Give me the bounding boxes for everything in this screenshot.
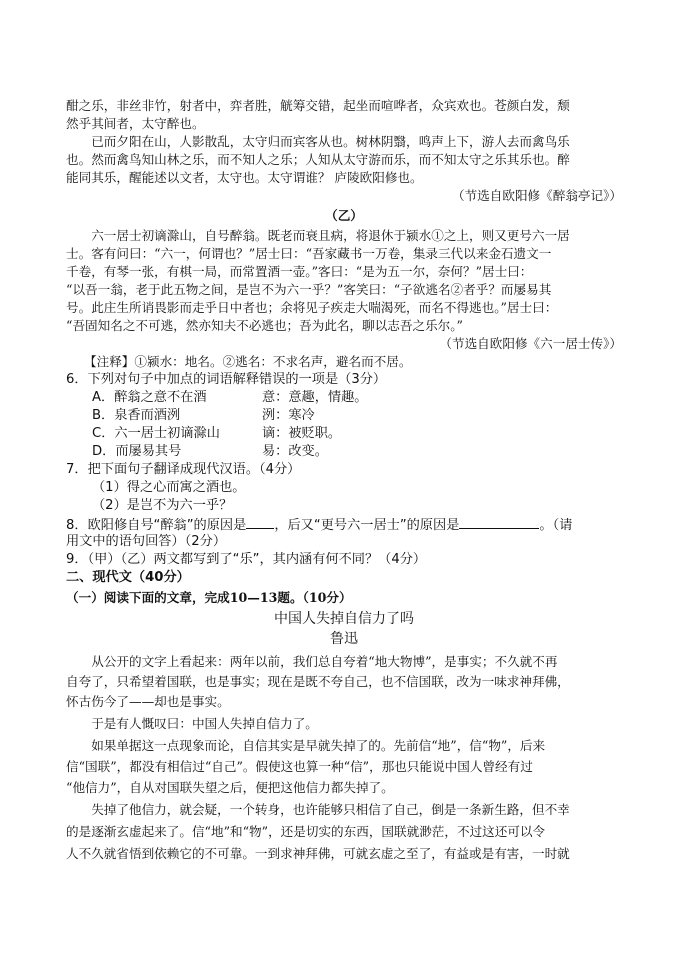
article-line-10: 人不久就省悟到依赖它的不可靠。一到求神拜佛，可就玄虚之至了，有益或是有害，一时就	[66, 846, 570, 861]
article-title: 中国人失掉自信力了吗	[274, 611, 414, 627]
article-line-5: 如果单据这一点现象而论，自信其实是早就失掉了的。先前信“地”，信“物”，后来	[66, 738, 546, 753]
section2-sub: （一）阅读下面的文章，完成10—13题。（10分）	[66, 590, 352, 605]
q8-part-3: 。（请	[539, 518, 573, 533]
yi-line-5: 号。此庄生所诮畏影而走乎日中者也；余将见子疾走大喘渴死，而名不得逃也。”居士曰：	[66, 300, 558, 315]
q8-answer-blank-1[interactable]	[246, 516, 274, 529]
jia-line-2: 然乎其间者，太守醉也。	[66, 116, 205, 131]
article-line-6: 信“国联”，都没有相信过“自己”。假使这也算一种“信”，那也只能说中国人曾经有过	[66, 759, 533, 774]
q7-item-2: （2）是岂不为六一乎？	[92, 498, 233, 513]
yi-line-1: 六一居士初谪滁山，自号醉翁。既老而衰且病，将退休于颍水①之上，则又更号六一居	[66, 228, 570, 243]
q7-stem: 7．把下面句子翻译成现代汉语。（4分）	[66, 462, 301, 477]
jia-line-3: 已而夕阳在山，人影散乱，太守归而宾客从也。树林阴翳，鸣声上下，游人去而禽鸟乐	[66, 134, 570, 149]
article-line-4: 于是有人慨叹曰：中国人失掉自信力了。	[66, 716, 318, 731]
q6-option-c-answer: 谪：被贬职。	[262, 426, 342, 441]
yi-line-6: “吾固知名之不可逃，然亦知夫不必逃也；吾为此名，聊以志吾之乐尔。”	[66, 318, 463, 333]
jia-source: （节选自欧阳修《醉翁亭记》）	[451, 188, 622, 203]
jia-line-4: 也。然而禽鸟知山林之乐，而不知人之乐；人知从太守游而乐，而不知太守之乐其乐也。醉	[66, 152, 570, 167]
q8-part-1: 8．欧阳修自号“醉翁”的原因是	[66, 518, 247, 533]
article-line-8: 失掉了他信力，就会疑，一个转身，也许能够只相信了自己，倒是一条新生路，但不幸	[66, 802, 570, 817]
q8-line-2: 用文中的语句回答）（2分）	[66, 534, 227, 549]
q6-option-a: A．醉翁之意不在酒	[92, 390, 207, 405]
article-author: 鲁迅	[330, 631, 358, 647]
q6-option-c: C．六一居士初谪滁山	[92, 426, 220, 441]
q6-option-b: B．泉香而酒洌	[92, 408, 181, 423]
yi-note: 【注释】①颍水：地名。②逃名：不求名声，避名而不居。	[84, 354, 412, 369]
section2-heading: 二、现代文（40分）	[66, 570, 190, 585]
q9-stem: 9．（甲）（乙）两文都写到了“乐”，其内涵有何不同？（4分）	[66, 552, 427, 567]
article-line-9: 的是逐渐玄虚起来了。信“地”和“物”，还是切实的东西，国联就渺茫，不过这还可以令	[66, 824, 546, 839]
yi-line-3: 千卷，有琴一张，有棋一局，而常置酒一壶。”客曰：“是为五一尔，奈何？”居士曰：	[66, 264, 533, 279]
q6-option-b-answer: 洌：寒冷	[262, 408, 315, 423]
yi-line-2: 士。客有问曰：“六一，何谓也？”居士曰：“吾家藏书一万卷，集录三代以来金石遗文一	[66, 246, 552, 261]
q8-part-2: ，后又“更号六一居士”的原因是	[274, 518, 460, 533]
article-line-3: 怀古伤今了——却也是事实。	[66, 694, 230, 709]
q6-option-a-answer: 意：意趣，情趣。	[262, 390, 368, 405]
article-line-7: “他信力”，自从对国联失望之后，便把这他信力都失掉了。	[66, 780, 394, 795]
jia-line-1: 酣之乐，非丝非竹，射者中，弈者胜，觥筹交错，起坐而喧哗者，众宾欢也。苍颜白发，颓	[66, 98, 570, 113]
article-line-2: 自夸了，只希望着国联，也是事实；现在是既不夸自己，也不信国联，改为一味求神拜佛，	[66, 674, 570, 689]
yi-source: （节选自欧阳修《六一居士传》）	[439, 336, 622, 351]
q6-stem: 6．下列对句子中加点的词语解释错误的一项是（3分）	[66, 372, 387, 387]
yi-line-4: “以吾一翁，老于此五物之间，是岂不为六一乎？”客笑曰：“子欲逃名②者乎？而屡易其	[66, 282, 552, 297]
q6-option-d-answer: 易：改变。	[262, 444, 328, 459]
article-line-1: 从公开的文字上看起来：两年以前，我们总自夸着“地大物博”，是事实；不久就不再	[66, 654, 558, 669]
q8-line-1	[66, 516, 572, 534]
q8-answer-blank-2[interactable]	[459, 516, 539, 529]
q7-item-1: （1）得之心而寓之酒也。	[92, 480, 246, 495]
jia-line-5: 能同其乐，醒能述以文者，太守也。太守谓谁？ 庐陵欧阳修也。	[66, 170, 423, 185]
q6-option-d: D．而屡易其号	[92, 444, 182, 459]
yi-heading: （乙）	[325, 208, 363, 223]
